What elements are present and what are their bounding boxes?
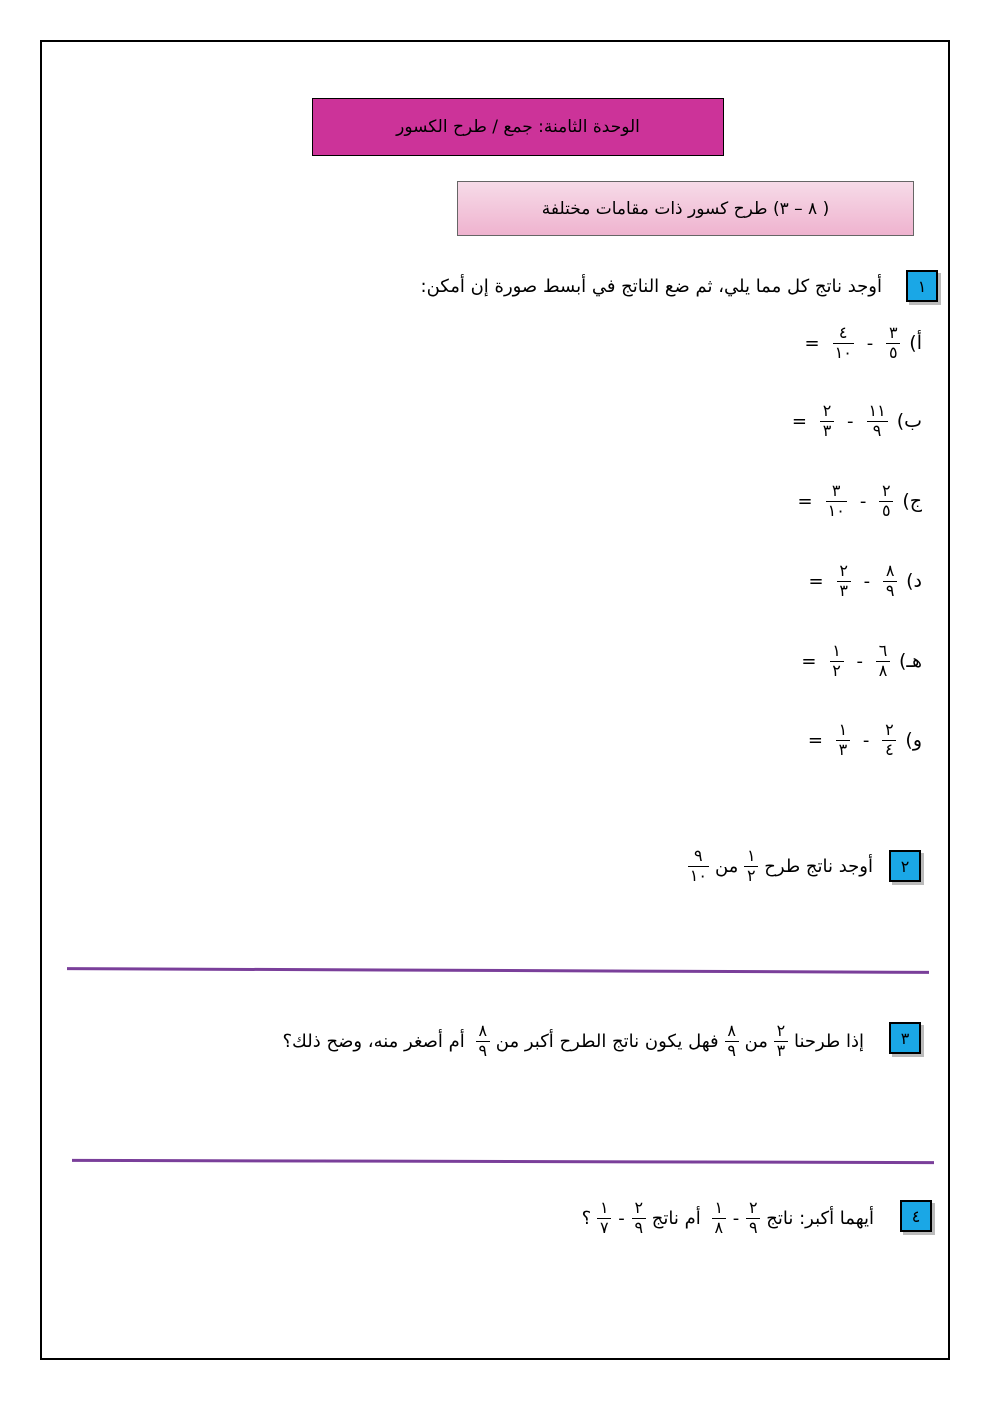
question-2-number: ٢: [889, 850, 921, 882]
q4-fraction-4: $\frac{١}{٧}$: [597, 1200, 611, 1237]
unit-title-text: الوحدة الثامنة: جمع / طرح الكسور: [396, 117, 640, 137]
q4-minus-1: -: [732, 1207, 740, 1229]
fraction-subtrahend: $\frac{٢}{٣}$: [837, 563, 851, 600]
q2-text-1: أوجد ناتج طرح: [764, 855, 873, 877]
question-4-number: ٤: [900, 1200, 932, 1232]
q4-fraction-1: $\frac{٢}{٩}$: [746, 1200, 760, 1237]
q1-item: [794, 483, 922, 520]
q3-fraction-3: $\frac{٨}{٩}$: [476, 1023, 490, 1060]
item-label: د): [906, 570, 922, 593]
q1-item: [801, 325, 922, 362]
question-2-text: [685, 840, 876, 892]
question-4-text: [579, 1192, 877, 1244]
q2-text-2: من: [714, 855, 739, 877]
item-label: هـ): [899, 650, 922, 673]
q4-fraction-2: $\frac{١}{٨}$: [712, 1200, 726, 1237]
question-1-prompt: أوجد ناتج كل مما يلي، ثم ضع الناتج في أبسط صورة إن أمكن:: [420, 275, 882, 297]
q3-fraction-2: $\frac{٨}{٩}$: [725, 1023, 739, 1060]
question-3-text: [280, 1015, 868, 1067]
fraction-minuend: $\frac{٣}{٥}$: [886, 325, 900, 362]
item-label: أ): [909, 332, 922, 355]
minus-sign: -: [856, 650, 863, 672]
equals-sign: =: [797, 490, 813, 512]
item-label: ب): [896, 410, 922, 433]
q3-fraction-1: $\frac{٢}{٣}$: [774, 1023, 788, 1060]
lesson-title: [457, 181, 914, 236]
q2-fraction-2: $\frac{٩}{١٠}$: [689, 845, 707, 885]
fraction-subtrahend: $\frac{٣}{١٠}$: [827, 481, 845, 520]
q4-question-mark: ؟: [581, 1207, 592, 1229]
fraction-minuend: $\frac{٨}{٩}$: [883, 563, 897, 600]
q4-text-2: أم ناتج: [651, 1207, 701, 1229]
equals-sign: =: [791, 410, 807, 432]
question-3-number: ٣: [889, 1022, 921, 1054]
q3-text-2: من: [744, 1030, 768, 1052]
fraction-subtrahend: $\frac{١}{٣}$: [836, 722, 850, 759]
fraction-minuend: $\frac{٢}{٤}$: [882, 722, 896, 759]
item-label: و): [905, 729, 922, 752]
minus-sign: -: [847, 410, 854, 432]
question-1-number: ١: [906, 270, 938, 302]
q1-item: [788, 403, 922, 440]
equals-sign: =: [807, 729, 823, 751]
lesson-title-text: ( ٨ – ٣) طرح كسور ذات مقامات مختلفة: [541, 198, 830, 219]
fraction-subtrahend: $\frac{١}{٢}$: [830, 643, 844, 680]
fraction-subtrahend: $\frac{٤}{١٠}$: [834, 323, 852, 362]
minus-sign: -: [862, 729, 870, 751]
q1-item: [804, 722, 922, 759]
minus-sign: -: [863, 570, 871, 592]
q4-minus-2: -: [618, 1207, 625, 1229]
minus-sign: -: [866, 332, 874, 354]
q3-text-1: إذا طرحنا: [793, 1030, 864, 1052]
equals-sign: =: [808, 570, 824, 592]
fraction-minuend: $\frac{٦}{٨}$: [876, 643, 890, 680]
q4-fraction-3: $\frac{٢}{٩}$: [632, 1200, 646, 1237]
fraction-minuend: $\frac{٢}{٥}$: [879, 483, 893, 520]
q3-text-4: أم أصغر منه، وضح ذلك؟: [282, 1030, 465, 1052]
q2-fraction-1: $\frac{١}{٢}$: [744, 848, 758, 885]
q1-item: [797, 643, 922, 680]
unit-title: [312, 98, 724, 156]
fraction-subtrahend: $\frac{٢}{٣}$: [820, 403, 834, 440]
minus-sign: -: [859, 490, 867, 512]
item-label: ج): [902, 490, 922, 513]
q3-text-3: فهل يكون ناتج الطرح أكبر من: [495, 1030, 719, 1052]
q1-item: [805, 563, 922, 600]
equals-sign: =: [804, 332, 820, 354]
fraction-minuend: $\frac{١١}{٩}$: [868, 401, 886, 440]
equals-sign: =: [801, 650, 817, 672]
q4-text-1: أيهما أكبر: ناتج: [766, 1207, 874, 1229]
